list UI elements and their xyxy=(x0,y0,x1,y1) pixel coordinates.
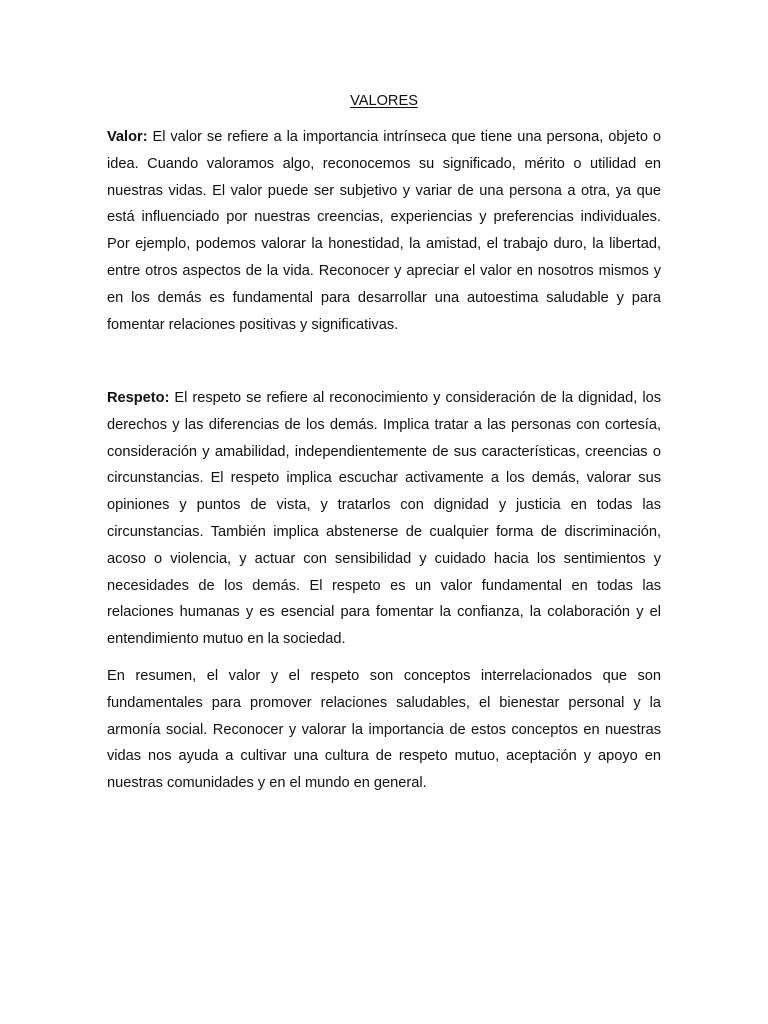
paragraph-respeto-text: El respeto se refiere al reconocimiento y consideración de la dignidad, los derechos y las diferencias de los demás. Implica tratar a las personas con cortesía, consideración y amabilidad, independientemente de sus características, creencias o circunstancias. El respeto implica escuchar activamente a los demás, valorar sus opiniones y puntos de vista, y tratarlos con dignidad y justicia en todas las circunstancias. También implica abstenerse de cualquier forma de discriminación, acoso o violencia, y actuar con sensibilidad y cuidado hacia los sentimientos y necesidades de los demás. El respeto es un valor fundamental en todas las relaciones humanas y es esencial para fomentar la confianza, la colaboración y el entendimiento mutuo en la sociedad. xyxy=(107,390,661,648)
term-valor: Valor: xyxy=(107,129,148,145)
document-title: VALORES xyxy=(350,93,418,109)
paragraph-valor xyxy=(107,124,661,338)
paragraph-respeto xyxy=(107,385,661,653)
term-respeto: Respeto: xyxy=(107,390,170,406)
paragraph-resumen: En resumen, el valor y el respeto son conceptos interrelacionados que son fundamentales para promover relaciones saludables, el bienestar personal y la armonía social. Reconocer y valorar la importancia de estos conceptos en nuestras vidas nos ayuda a cultivar una cultura de respeto mutuo, aceptación y apoyo en nuestras comunidades y en el mundo en general. xyxy=(107,668,661,792)
paragraph-valor-text: El valor se refiere a la importancia intrínseca que tiene una persona, objeto o idea. Cuando valoramos algo, reconocemos su significado, mérito o utilidad en nuestras vidas. El valor puede ser subjetivo y variar de una persona a otra, ya que está influenciado por nuestras creencias, experiencias y preferencias individuales. Por ejemplo, podemos valorar la honestidad, la amistad, el trabajo duro, la libertad, entre otros aspectos de la vida. Reconocer y apreciar el valor en nosotros mismos y en los demás es fundamental para desarrollar una autoestima saludable y para fomentar relaciones positivas y significativas. xyxy=(107,129,661,333)
